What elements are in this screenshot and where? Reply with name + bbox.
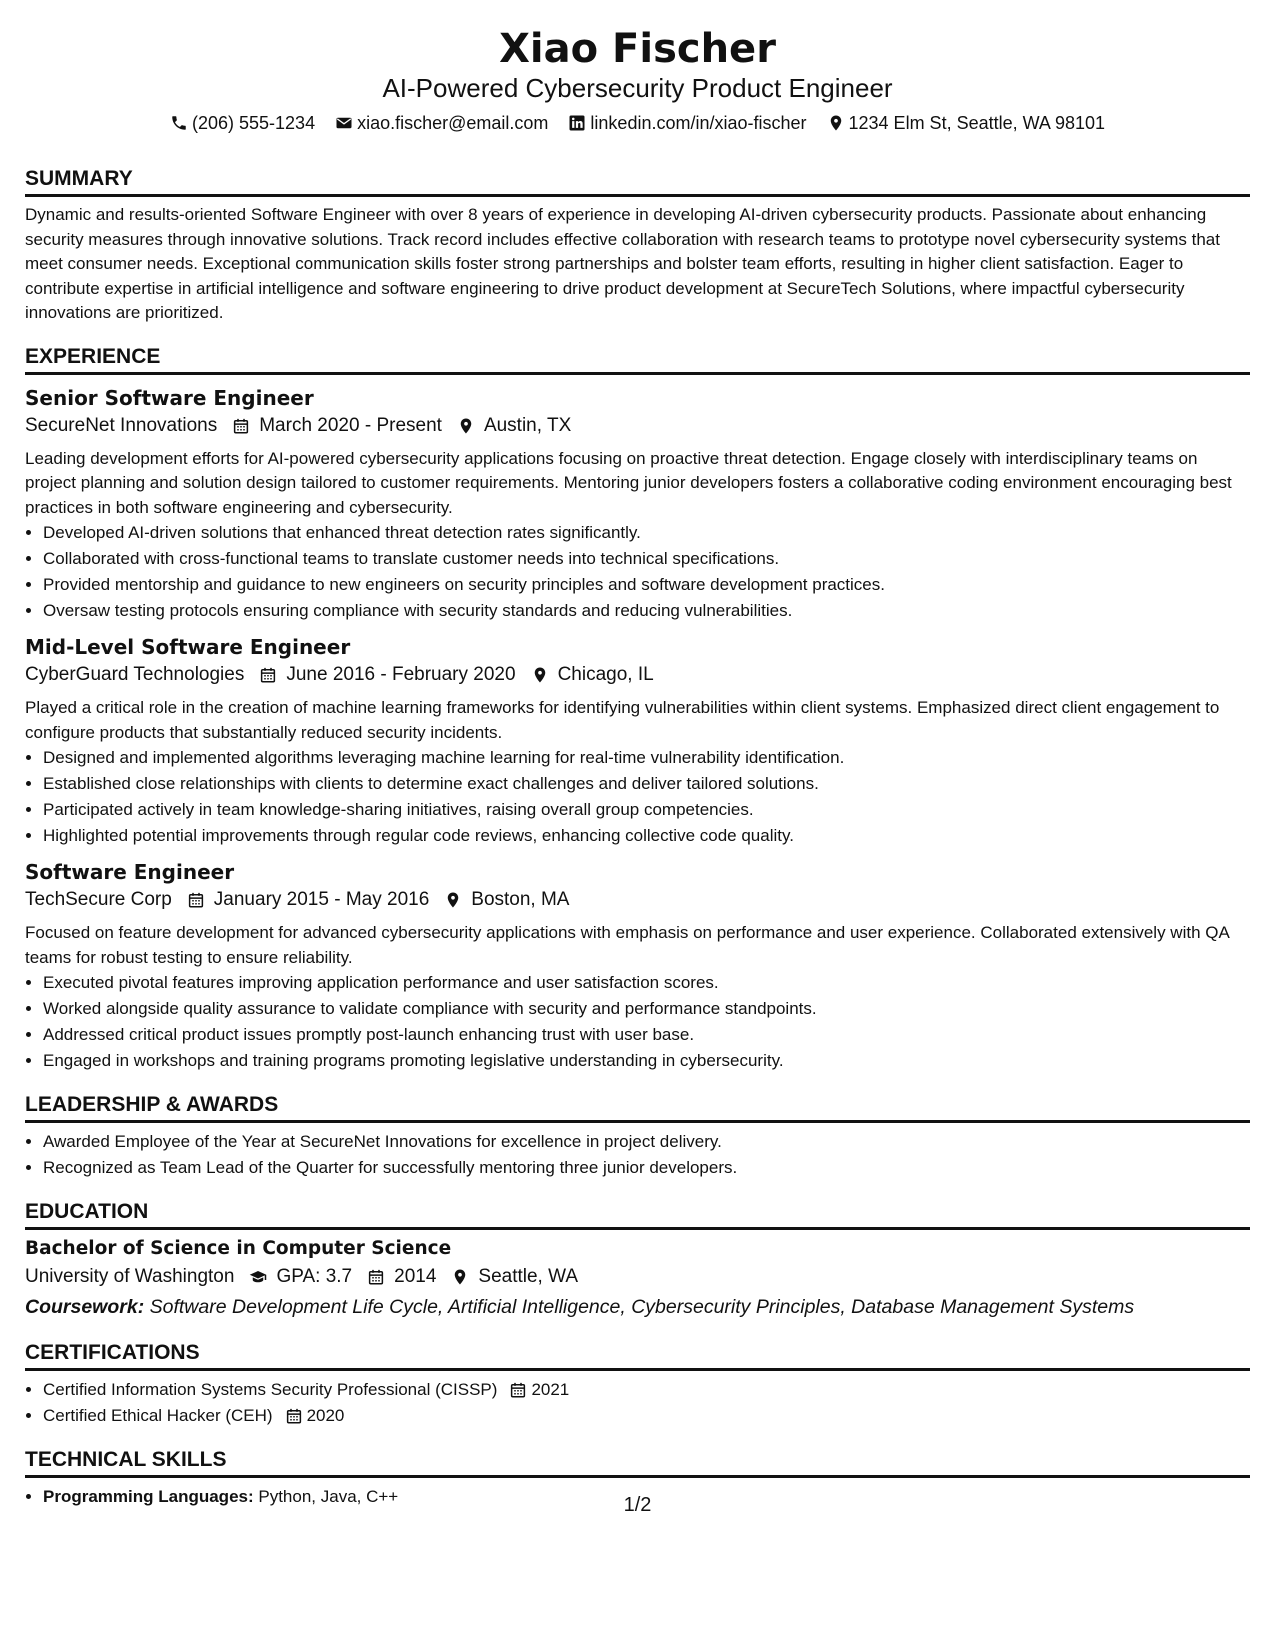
school-name: University of Washington bbox=[25, 1266, 235, 1287]
job-meta bbox=[25, 885, 1250, 915]
calendar-icon bbox=[231, 416, 251, 436]
cert-year: 2020 bbox=[306, 1406, 345, 1425]
skills-heading: TECHNICAL SKILLS bbox=[25, 1447, 1250, 1478]
experience-heading: EXPERIENCE bbox=[25, 344, 1250, 375]
linkedin-text: linkedin.com/in/xiao-fischer bbox=[590, 113, 807, 133]
coursework-text: Software Development Life Cycle, Artificial Intelligence, Cybersecurity Principles, Database Management Systems bbox=[149, 1296, 1135, 1318]
list-item: • Participated actively in team knowledge-sharing initiatives, raising overall group competencies. bbox=[43, 797, 1250, 823]
linkedin-icon bbox=[568, 114, 586, 132]
calendar-icon bbox=[285, 1407, 303, 1425]
cert-year: 2021 bbox=[531, 1380, 570, 1399]
contact-email[interactable] bbox=[335, 108, 548, 138]
job-entry bbox=[25, 385, 1250, 625]
certifications-heading: CERTIFICATIONS bbox=[25, 1340, 1250, 1371]
map-pin-icon bbox=[450, 1267, 470, 1287]
education-meta bbox=[25, 1262, 1250, 1292]
list-item: • Addressed critical product issues promptly post-launch enhancing trust with user base. bbox=[43, 1022, 1250, 1048]
school-location: Seattle, WA bbox=[478, 1266, 579, 1287]
contact-phone[interactable] bbox=[170, 108, 315, 138]
list-item: • Executed pivotal features improving application performance and user satisfaction scores. bbox=[43, 970, 1250, 996]
job-bullets bbox=[25, 745, 1250, 849]
candidate-title: AI-Powered Cybersecurity Product Engineer bbox=[382, 73, 893, 103]
envelope-icon bbox=[335, 114, 353, 132]
address-text: 1234 Elm St, Seattle, WA 98101 bbox=[848, 113, 1105, 133]
contact-linkedin[interactable] bbox=[568, 108, 806, 138]
list-item: • Collaborated with cross-functional teams to translate customer needs into technical specifications. bbox=[43, 546, 1250, 572]
cert-name: • Certified Information Systems Security Professional (CISSP) bbox=[43, 1380, 498, 1399]
calendar-icon bbox=[366, 1267, 386, 1287]
coursework-label: Coursework: bbox=[25, 1296, 145, 1318]
job-location: Austin, TX bbox=[483, 414, 572, 436]
job-meta bbox=[25, 660, 1250, 690]
job-entry bbox=[25, 634, 1250, 849]
job-title: Mid-Level Software Engineer bbox=[25, 635, 351, 659]
summary-heading: SUMMARY bbox=[25, 166, 1250, 197]
job-bullets bbox=[25, 520, 1250, 624]
list-item bbox=[43, 1377, 1250, 1403]
calendar-icon bbox=[186, 890, 206, 910]
list-item: • Oversaw testing protocols ensuring compliance with security standards and reducing vulnerabilities. bbox=[43, 598, 1250, 624]
candidate-name: Xiao Fischer bbox=[499, 26, 776, 72]
degree-title: Bachelor of Science in Computer Science bbox=[25, 1238, 452, 1259]
job-dates: March 2020 - Present bbox=[259, 414, 442, 436]
job-dates: January 2015 - May 2016 bbox=[213, 889, 430, 910]
list-item: • Designed and implemented algorithms leveraging machine learning for real-time vulnerability identification. bbox=[43, 745, 1250, 771]
calendar-icon bbox=[509, 1381, 527, 1399]
phone-icon bbox=[170, 114, 188, 132]
job-location: Boston, MA bbox=[471, 889, 570, 910]
list-item: • Worked alongside quality assurance to validate compliance with security and performance standpoints. bbox=[43, 996, 1250, 1022]
list-item: • Developed AI-driven solutions that enhanced threat detection rates significantly. bbox=[43, 520, 1250, 546]
map-pin-icon bbox=[456, 416, 476, 436]
coursework bbox=[25, 1292, 1250, 1322]
certifications-list bbox=[25, 1377, 1250, 1429]
company-name: SecureNet Innovations bbox=[25, 414, 218, 436]
job-bullets bbox=[25, 970, 1250, 1074]
gpa-text: GPA: 3.7 bbox=[276, 1266, 353, 1287]
leadership-list bbox=[25, 1129, 1250, 1181]
graduation-year: 2014 bbox=[394, 1266, 437, 1287]
map-pin-icon bbox=[530, 665, 550, 685]
job-description: Played a critical role in the creation of machine learning frameworks for identifying vulnerabilities within client systems. Emphasized direct client engagement to configure products that substantially reduced security incidents. bbox=[25, 698, 1220, 742]
phone-text: (206) 555-1234 bbox=[191, 113, 316, 133]
job-meta bbox=[25, 411, 1250, 441]
leadership-heading: LEADERSHIP & AWARDS bbox=[25, 1092, 1250, 1123]
summary-text: Dynamic and results-oriented Software Engineer with over 8 years of experience in developing AI-driven cybersecurity products. Passionate about enhancing security measures through innovative solutions. Track record includes effective collaboration with research teams to prototype novel cybersecurity systems that meet consumer needs. Exceptional communication skills foster strong partnerships and bolster team efforts, resulting in higher client satisfaction. Eager to contribute expertise in artificial intelligence and software engineering to drive product development at SecureTech Solutions, where impactful cybersecurity innovations are prioritized. bbox=[25, 205, 1220, 322]
company-name: TechSecure Corp bbox=[25, 889, 172, 910]
calendar-icon bbox=[258, 665, 278, 685]
skill-value: Python, Java, C++ bbox=[258, 1487, 399, 1506]
job-title: Senior Software Engineer bbox=[25, 385, 314, 410]
email-text: xiao.fischer@email.com bbox=[357, 113, 549, 133]
contact-address bbox=[827, 108, 1105, 138]
list-item: • Highlighted potential improvements through regular code reviews, enhancing collective code quality. bbox=[43, 823, 1250, 849]
job-location: Chicago, IL bbox=[557, 664, 654, 685]
list-item bbox=[43, 1403, 1250, 1429]
page-number: 1/2 bbox=[623, 1494, 652, 1516]
contact-bar bbox=[25, 108, 1250, 138]
list-item: • Engaged in workshops and training programs promoting legislative understanding in cybersecurity. bbox=[43, 1048, 1250, 1074]
list-item: • Provided mentorship and guidance to new engineers on security principles and software development practices. bbox=[43, 572, 1250, 598]
company-name: CyberGuard Technologies bbox=[25, 664, 245, 685]
map-pin-icon bbox=[443, 890, 463, 910]
job-dates: June 2016 - February 2020 bbox=[286, 664, 516, 685]
resume-page bbox=[25, 0, 1250, 1510]
list-item: • Established close relationships with clients to determine exact challenges and deliver tailored solutions. bbox=[43, 771, 1250, 797]
education-heading: EDUCATION bbox=[25, 1199, 1250, 1230]
job-description: Leading development efforts for AI-powered cybersecurity applications focusing on proactive threat detection. Engage closely with interdisciplinary teams on project planning and solution design tailored to customer requirements. Mentoring junior developers fosters a collaborative coding environment encouraging best practices in both software engineering and cybersecurity. bbox=[25, 448, 1232, 517]
list-item: • Awarded Employee of the Year at SecureNet Innovations for excellence in project delivery. bbox=[43, 1129, 1250, 1155]
graduation-cap-icon bbox=[248, 1267, 268, 1287]
job-entry bbox=[25, 859, 1250, 1074]
job-description: Focused on feature development for advanced cybersecurity applications with emphasis on performance and user experience. Collaborated extensively with QA teams for robust testing to ensure reliability. bbox=[25, 923, 1229, 967]
cert-name: • Certified Ethical Hacker (CEH) bbox=[43, 1406, 273, 1425]
map-pin-icon bbox=[827, 114, 845, 132]
skill-label: Programming Languages: bbox=[43, 1487, 254, 1506]
list-item: • Recognized as Team Lead of the Quarter for successfully mentoring three junior developers. bbox=[43, 1155, 1250, 1181]
job-title: Software Engineer bbox=[25, 860, 235, 884]
